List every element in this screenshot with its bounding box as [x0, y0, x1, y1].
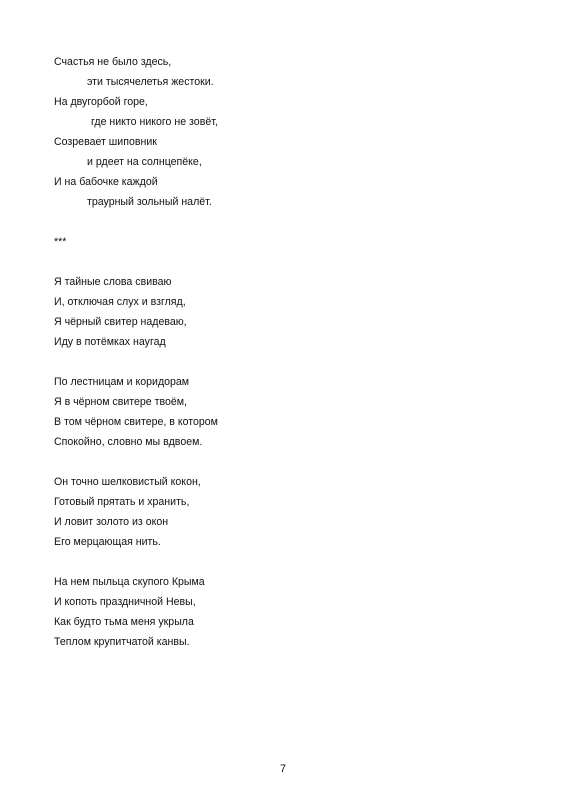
poem-line: Я в чёрном свитере твоём,	[54, 396, 188, 408]
stanza-gap	[54, 552, 524, 572]
stanza-gap	[54, 212, 524, 232]
poem-line: И копоть праздничной Невы,	[54, 596, 196, 608]
poem-line: и рдеет на солнцепёке,	[87, 156, 202, 168]
poem-line: Спокойно, словно мы вдвоем.	[54, 436, 203, 448]
stanza-gap	[54, 452, 524, 472]
poem-line: Я тайные слова свиваю	[54, 276, 172, 288]
poem-line: траурный зольный налёт.	[87, 196, 212, 208]
section-separator: ***	[54, 236, 67, 248]
poem-line: Готовый прятать и хранить,	[54, 496, 190, 508]
poem-line: В том чёрном свитере, в котором	[54, 416, 218, 428]
poem-line: Как будто тьма меня укрыла	[54, 616, 194, 628]
stanza-gap	[54, 352, 524, 372]
poem-line: И, отключая слух и взгляд,	[54, 296, 186, 308]
poem-line: Теплом крупитчатой канвы.	[54, 636, 190, 648]
poem-line: И ловит золото из окон	[54, 516, 169, 528]
poem-line: где никто никого не зовёт,	[91, 116, 218, 128]
poem-line: На нем пыльца скупого Крыма	[54, 576, 205, 588]
poem-line: Созревает шиповник	[54, 136, 157, 148]
poem-line: Он точно шелковистый кокон,	[54, 476, 201, 488]
poem-line: Счастья не было здесь,	[54, 56, 172, 68]
page-number: 7	[279, 763, 287, 775]
poem-line: Иду в потёмках наугад	[54, 336, 166, 348]
poem-line: Его мерцающая нить.	[54, 536, 161, 548]
poem-line: И на бабочке каждой	[54, 176, 158, 188]
poem-line: По лестницам и коридорам	[54, 376, 190, 388]
poem-line: На двугорбой горе,	[54, 96, 148, 108]
poem-line: эти тысячелетья жестоки.	[87, 76, 214, 88]
poem-line: Я чёрный свитер надеваю,	[54, 316, 187, 328]
poem-text	[54, 52, 524, 652]
stanza-gap	[54, 252, 524, 272]
